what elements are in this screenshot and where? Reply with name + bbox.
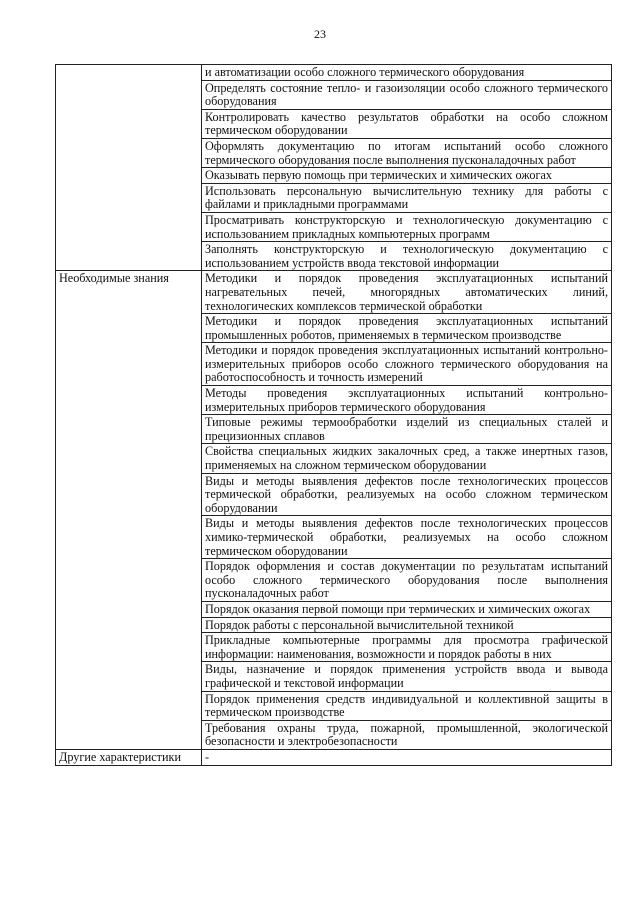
requirement-item: - — [202, 749, 612, 765]
requirement-item: Порядок работы с персональной вычислительной техникой — [202, 617, 612, 633]
requirement-item: Требования охраны труда, пожарной, промышленной, экологической безопасности и электробезопасности — [202, 720, 612, 749]
requirement-item: Заполнять конструкторскую и технологическую документацию с использованием устройств ввода текстовой информации — [202, 242, 612, 271]
requirement-item: Свойства специальных жидких закалочных сред, а также инертных газов, применяемых на сложном термическом оборудовании — [202, 444, 612, 473]
section-label-cell — [56, 271, 202, 750]
page-number: 23 — [314, 27, 326, 41]
requirement-item: Порядок применения средств индивидуальной и коллективной защиты в термическом производстве — [202, 691, 612, 720]
requirement-item: Оформлять документацию по итогам испытаний особо сложного термического оборудования после выполнения пусконаладочных работ — [202, 138, 612, 167]
requirement-item: Методики и порядок проведения эксплуатационных испытаний промышленных роботов, применяемых в термическом производстве — [202, 314, 612, 343]
requirement-item: Типовые режимы термообработки изделий из специальных сталей и прецизионных сплавов — [202, 415, 612, 444]
requirement-item: Использовать персональную вычислительную технику для работы с файлами и прикладными программами — [202, 183, 612, 212]
requirement-item: Контролировать качество результатов обработки на особо сложном термическом оборудовании — [202, 109, 612, 138]
requirements-table — [55, 64, 612, 766]
requirement-item: Методы проведения эксплуатационных испытаний контрольно-измерительных приборов термического оборудования — [202, 386, 612, 415]
requirement-item: Оказывать первую помощь при термических и химических ожогах — [202, 168, 612, 184]
requirement-item: Методики и порядок проведения эксплуатационных испытаний нагревательных печей, многорядных автоматических линий, технологических комплексов термической обработки — [202, 271, 612, 314]
requirement-item: Определять состояние тепло- и газоизоляции особо сложного термического оборудования — [202, 80, 612, 109]
requirement-item: Просматривать конструкторскую и технологическую документацию с использованием прикладных компьютерных программ — [202, 212, 612, 241]
section-label-cell — [56, 749, 202, 765]
requirement-item: Виды, назначение и порядок применения устройств ввода и вывода графической и текстовой информации — [202, 662, 612, 691]
table-row — [56, 65, 612, 81]
table-row — [56, 271, 612, 314]
requirement-item: Прикладные компьютерные программы для просмотра графической информации: наименования, возможности и порядок работы в них — [202, 633, 612, 662]
requirement-item: Виды и методы выявления дефектов после технологических процессов термической обработки, реализуемых на особо сложном термическом оборудовании — [202, 473, 612, 516]
requirement-item: Виды и методы выявления дефектов после технологических процессов химико-термической обработки, реализуемых на особо сложном термическом оборудовании — [202, 516, 612, 559]
section-label-cell — [56, 65, 202, 271]
requirement-item: Порядок оказания первой помощи при термических и химических ожогах — [202, 601, 612, 617]
requirement-item: и автоматизации особо сложного термического оборудования — [202, 65, 612, 81]
requirement-item: Порядок оформления и состав документации по результатам испытаний особо сложного термического оборудования после выполнения пусконаладочных работ — [202, 559, 612, 602]
section-label: Необходимые знания — [59, 271, 169, 286]
requirement-item: Методики и порядок проведения эксплуатационных испытаний контрольно-измерительных приборов особо сложного термического оборудования на работоспособность и точность измерений — [202, 343, 612, 386]
table-row — [56, 749, 612, 765]
section-label: Другие характеристики — [59, 749, 181, 764]
